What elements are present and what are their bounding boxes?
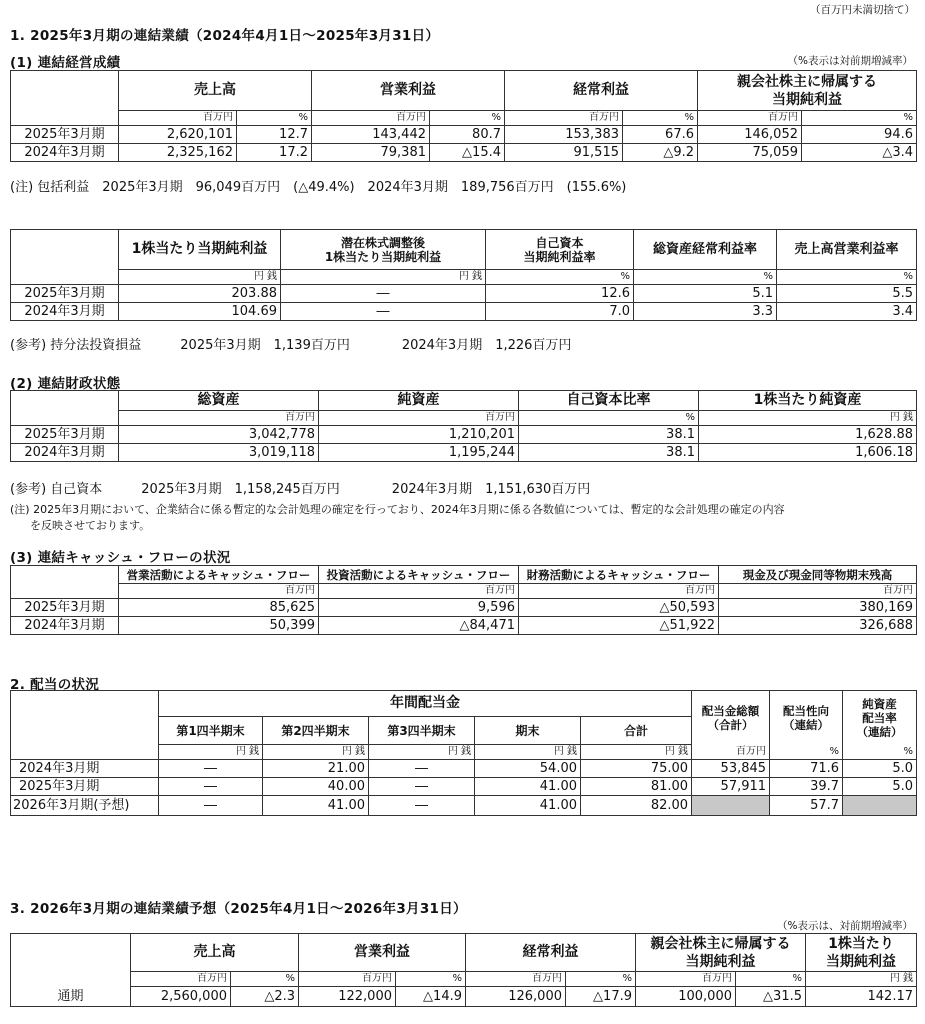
header-equity-ratio: 自己資本比率 — [519, 391, 699, 411]
cash-flow-table: 営業活動によるキャッシュ・フロー 投資活動によるキャッシュ・フロー 財務活動によるキャッシュ・フロー 現金及び現金同等物期末残高 百万円 百万円 百万円 百万円 2025年3月期 85,625 9,596 △50,593 380,169 2024年3月期 50,399 △84,471 △51,922 326,688 — [10, 565, 917, 635]
table-row: 2024年3月期 50,399 △84,471 △51,922 326,688 — [11, 617, 917, 635]
provisional-accounting-note-a: (注) 2025年3月期において、企業結合に係る暫定的な会計処理の確定を行っており、2024年3月期に係る各数値については、暫定的な会計処理の確定の内容 — [10, 503, 785, 516]
table-row: 2025年3月期 203.88 ― 12.6 5.1 5.5 — [11, 285, 917, 303]
section-1-title: 1. 2025年3月期の連結業績（2024年4月1日～2025年3月31日） — [10, 28, 440, 44]
operating-results-table: 売上高 営業利益 経常利益 親会社株主に帰属する 当期純利益 百万円 % 百万円 % 百万円 % 百万円 % 2025年3月期 2,620,101 12.7 143,442 80.7 153,383 67.6 146,052 94.6 2024年3月期 2,325,162 17.2 79,381 △15.4 91,515 △9.2 75,059 △3.4 — [10, 70, 917, 162]
header-total-assets: 総資産 — [119, 391, 319, 411]
header-roa: 総資産経常利益率 — [634, 230, 777, 270]
equity-method-note: (参考) 持分法投資損益 2025年3月期 1,139百万円 2024年3月期 1,226百万円 — [10, 338, 572, 353]
unit-note: （百万円未満切捨て） — [810, 4, 915, 16]
header-eps: 1株当たり当期純利益 — [119, 230, 281, 270]
forecast-percent-note: （%表示は、対前期増減率） — [777, 920, 913, 932]
header-payout-ratio: 配当性向 （連結） — [770, 691, 843, 745]
comprehensive-income-note: (注) 包括利益 2025年3月期 96,049百万円 (△49.4%) 2024年3月期 189,756百万円 (155.6%) — [10, 180, 627, 195]
operating-results-title: (1) 連結経営成績 — [10, 55, 121, 71]
header-net-income: 親会社株主に帰属する 当期純利益 — [698, 71, 917, 111]
table-row: 2024年3月期 3,019,118 1,195,244 38.1 1,606.18 — [11, 444, 917, 462]
equity-note: (参考) 自己資本 2025年3月期 1,158,245百万円 2024年3月期 1,151,630百万円 — [10, 482, 591, 497]
header-forecast-ordinary-profit: 経常利益 — [466, 934, 636, 972]
dividends-table: 年間配当金 配当金総額 （合計） 配当性向 （連結） 純資産 配当率 （連結） 第1四半期末 第2四半期末 第3四半期末 期末 合計 円 銭 円 銭 円 銭 円 銭 円 銭 百万円 % % 2024年3月期 ― 21.00 ― 54.00 75.00 53,845 71.6 5.0 2025年3月期 ― 40.00 ― 41.00 81.00 57,911 39.7 5.0 2026年3月期(予想) ― 41.00 ― 41.00 82.00 57.7 — [10, 690, 917, 816]
header-operating-cf: 営業活動によるキャッシュ・フロー — [119, 566, 319, 584]
percent-note: （%表示は対前期増減率） — [787, 55, 913, 67]
header-investing-cf: 投資活動によるキャッシュ・フロー — [319, 566, 519, 584]
provisional-accounting-note-b: を反映させております。 — [30, 519, 151, 532]
header-forecast-net-income: 親会社株主に帰属する 当期純利益 — [636, 934, 806, 972]
header-doe: 純資産 配当率 （連結） — [843, 691, 917, 745]
header-ordinary-profit: 経常利益 — [505, 71, 698, 111]
forecast-table: 売上高 営業利益 経常利益 親会社株主に帰属する 当期純利益 1株当たり 当期純利益 百万円 % 百万円 % 百万円 % 百万円 % 円 銭 通期 2,560,000 △2.3 122,000 △14.9 126,000 △17.9 100,000 △31.5 142.17 — [10, 933, 917, 1007]
table-row: 2024年3月期 2,325,162 17.2 79,381 △15.4 91,515 △9.2 75,059 △3.4 — [11, 144, 917, 162]
header-bps: 1株当たり純資産 — [699, 391, 917, 411]
header-net-assets: 純資産 — [319, 391, 519, 411]
header-total-dividend: 配当金総額 （合計） — [692, 691, 770, 745]
table-row: 通期 2,560,000 △2.3 122,000 △14.9 126,000 △17.9 100,000 △31.5 142.17 — [11, 987, 917, 1007]
header-diluted-eps: 潜在株式調整後 1株当たり当期純利益 — [281, 230, 486, 270]
cash-flow-title: (3) 連結キャッシュ・フローの状況 — [10, 550, 231, 566]
header-forecast-eps: 1株当たり 当期純利益 — [806, 934, 917, 972]
per-share-table: 1株当たり当期純利益 潜在株式調整後 1株当たり当期純利益 自己資本 当期純利益率 総資産経常利益率 売上高営業利益率 円 銭 円 銭 % % % 2025年3月期 203.88 ― 12.6 5.1 5.5 2024年3月期 104.69 ― 7.0 3.3 3.4 — [10, 229, 917, 321]
header-forecast-operating-profit: 営業利益 — [299, 934, 466, 972]
table-row: 2024年3月期 104.69 ― 7.0 3.3 3.4 — [11, 303, 917, 321]
table-row: 2024年3月期 ― 21.00 ― 54.00 75.00 53,845 71.6 5.0 — [11, 760, 917, 778]
header-cash-balance: 現金及び現金同等物期末残高 — [719, 566, 917, 584]
financial-position-table: 総資産 純資産 自己資本比率 1株当たり純資産 百万円 百万円 % 円 銭 2025年3月期 3,042,778 1,210,201 38.1 1,628.88 2024年3月期 3,019,118 1,195,244 38.1 1,606.18 — [10, 390, 917, 462]
header-operating-profit: 営業利益 — [312, 71, 505, 111]
header-roe: 自己資本 当期純利益率 — [486, 230, 634, 270]
header-financing-cf: 財務活動によるキャッシュ・フロー — [519, 566, 719, 584]
table-row: 2026年3月期(予想) ― 41.00 ― 41.00 82.00 57.7 — [11, 796, 917, 816]
forecast-title: 3. 2026年3月期の連結業績予想（2025年4月1日～2026年3月31日） — [10, 901, 467, 917]
financial-position-title: (2) 連結財政状態 — [10, 376, 121, 392]
header-annual-dividend: 年間配当金 — [159, 691, 692, 717]
table-row: 2025年3月期 2,620,101 12.7 143,442 80.7 153,383 67.6 146,052 94.6 — [11, 126, 917, 144]
table-row: 2025年3月期 3,042,778 1,210,201 38.1 1,628.88 — [11, 426, 917, 444]
table-row: 2025年3月期 ― 40.00 ― 41.00 81.00 57,911 39.7 5.0 — [11, 778, 917, 796]
dividends-title: 2. 配当の状況 — [10, 677, 100, 693]
header-operating-margin: 売上高営業利益率 — [777, 230, 917, 270]
header-sales: 売上高 — [119, 71, 312, 111]
header-forecast-sales: 売上高 — [131, 934, 299, 972]
table-row: 2025年3月期 85,625 9,596 △50,593 380,169 — [11, 599, 917, 617]
